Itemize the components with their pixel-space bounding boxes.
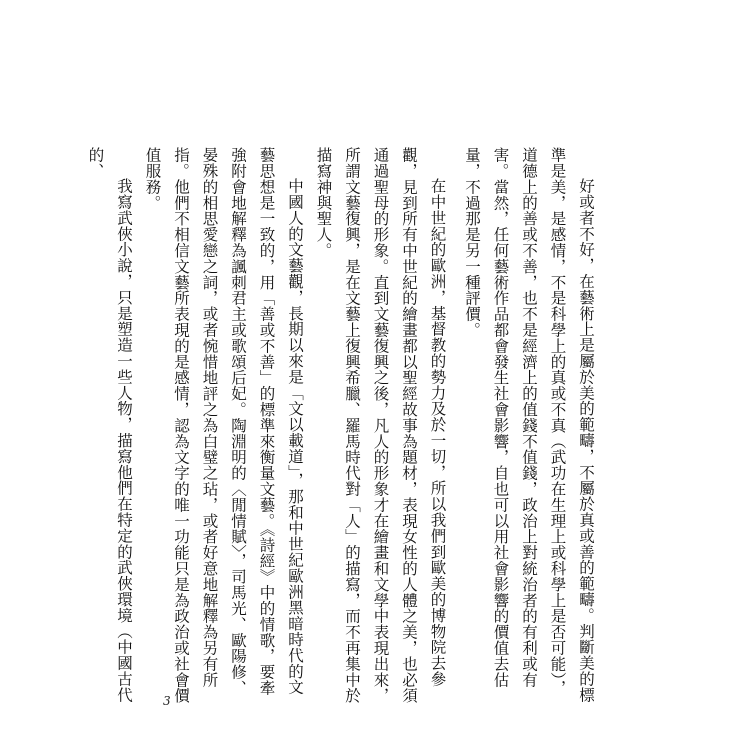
paragraph-3: 中國人的文藝觀，長期以來是「文以載道」，那和中世紀歐洲黑暗時代的文藝思想是一致的，用「善或不善」的標準來衡量文藝。《詩經》中的情歌，要牽強附會地解釋為諷刺君主或歌頌后妃。陶淵明的〈閒情賦〉，司馬光、歐陽修、晏殊的相思愛戀之詞，或者惋惜地評之為白璧之玷，或者好意地解釋為另有所指。他們不相信文藝所表現的是感情，認為文字的唯一功能只是為政治或社會價值服務。 [143,147,304,704]
vertical-text-body [81,147,600,707]
paragraph-4: 我寫武俠小說，只是塑造一些人物，描寫他們在特定的武俠環境（中國古代的、 [86,147,133,703]
paragraph-1: 好或者不好，在藝術上是屬於美的範疇，不屬於真或善的範疇。判斷美的標準是美，是感情，不是科學上的真或不真（武功在生理上或科學上是否可能），道德上的善或不善，也不是經濟上的值錢不值錢，政治上對統治者的有利或有害。當然，任何藝術作品都會發生社會影響，自也可以用社會影響的價值去估量，不過那是另一種評價。 [463,147,595,703]
page-number: 3 [163,694,171,708]
paragraph-2: 在中世紀的歐洲，基督教的勢力及於一切，所以我們到歐美的博物院去參觀，見到所有中世紀的繪畫都以聖經故事為題材，表現女性的人體之美，也必須通過聖母的形象。直到文藝復興之後，凡人的形象才在繪畫和文學中表現出來，所謂文藝復興，是在文藝上復興希臘、羅馬時代對「人」的描寫，而不再集中於描寫神與聖人。 [314,147,447,704]
